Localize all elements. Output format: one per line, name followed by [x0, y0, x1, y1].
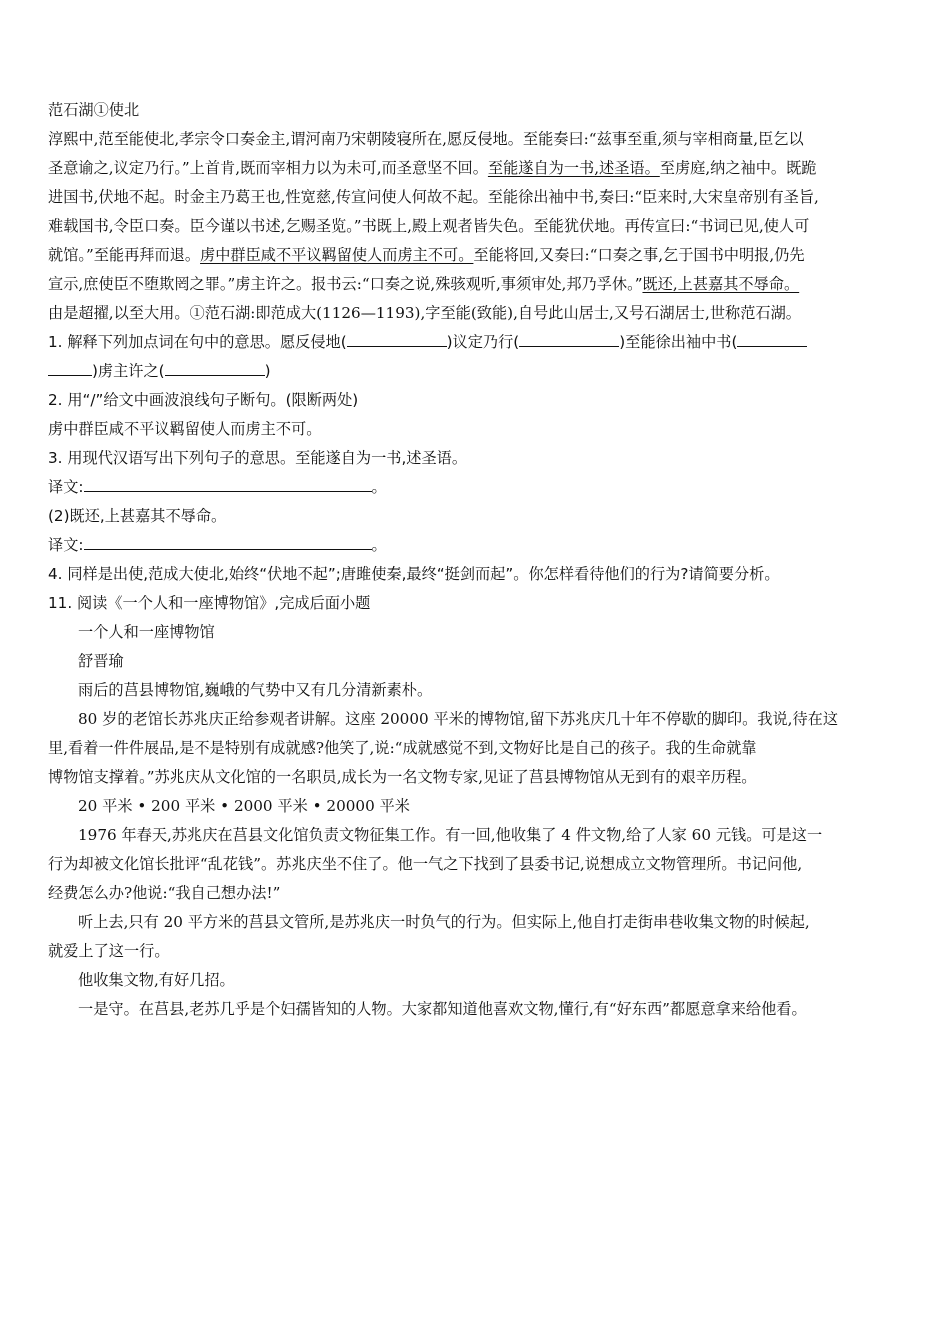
translation-line: 译文: 。 [48, 473, 914, 502]
passage-line: 圣意谕之,议定乃行。”上首肯,既而宰相力以为未可,而圣意坚不回。至能遂自为一书,述圣语。至虏庭,纳之袖中。既跪 [48, 159, 817, 177]
article-subheading: 20 平米 • 200 平米 • 2000 平米 • 20000 平米 [78, 797, 410, 815]
article-paragraph: 80 岁的老馆长苏兆庆正给参观者讲解。这座 20000 平米的博物馆,留下苏兆庆几十年不停歇的脚印。我说,待在这 [78, 710, 839, 728]
article-paragraph: 就爱上了这一行。 [48, 942, 170, 960]
article-paragraph: 经费怎么办?他说:“我自己想办法!” [48, 884, 281, 902]
passage-title: 范石湖①使北 [48, 101, 140, 119]
question-2: 2. 用“/”给文中画波浪线句子断句。(限断两处) [48, 391, 359, 409]
underlined-sentence: 既还,上甚嘉其不辱命。 [642, 275, 800, 293]
article-paragraph: 行为却被文化馆长批评“乱花钱”。苏兆庆坐不住了。他一气之下找到了县委书记,说想成立文物管理所。书记问他, [48, 855, 803, 873]
article-paragraph: 他收集文物,有好几招。 [78, 971, 235, 989]
article-paragraph: 听上去,只有 20 平方米的莒县文管所,是苏兆庆一时负气的行为。但实际上,他自打走街串巷收集文物的时候起, [78, 913, 810, 931]
article-author: 舒晋瑜 [78, 652, 124, 670]
document-page [48, 96, 914, 1024]
passage-line: 宣示,庶使臣不堕欺罔之罪。”虏主许之。报书云:“口奏之说,殊骇观听,事须审处,邦乃孚休。”既还,上甚嘉其不辱命。 [48, 275, 800, 293]
article-paragraph: 博物馆支撑着。”苏兆庆从文化馆的一名职员,成长为一名文物专家,见证了莒县博物馆从无到有的艰辛历程。 [48, 768, 757, 786]
article-paragraph: 1976 年春天,苏兆庆在莒县文化馆负责文物征集工作。有一回,他收集了 4 件文物,给了人家 60 元钱。可是这一 [78, 826, 823, 844]
translation-blank[interactable] [84, 474, 372, 492]
answer-blank[interactable] [165, 358, 265, 376]
passage-line: 进国书,伏地不起。时金主乃葛王也,性宽慈,传宣问使人何故不起。至能徐出袖中书,奏曰:“臣来时,大宋皇帝别有圣旨, [48, 188, 819, 206]
answer-blank[interactable] [48, 358, 92, 376]
article-title: 一个人和一座博物馆 [78, 623, 215, 641]
translation-blank[interactable] [84, 532, 372, 550]
answer-blank[interactable] [737, 329, 807, 347]
footnote-line: 由是超擢,以至大用。①范石湖:即范成大(1126—1193),字至能(致能),自号此山居士,又号石湖居士,世称范石湖。 [48, 304, 801, 322]
section-11-header: 11. 阅读《一个人和一座博物馆》,完成后面小题 [48, 594, 371, 612]
answer-blank[interactable] [519, 329, 619, 347]
translation-line: 译文: 。 [48, 531, 914, 560]
answer-blank[interactable] [347, 329, 447, 347]
question-2-text: 虏中群臣咸不平议羁留使人而虏主不可。 [48, 420, 322, 438]
article-paragraph: 一是守。在莒县,老苏几乎是个妇孺皆知的人物。大家都知道他喜欢文物,懂行,有“好东西”都愿意拿来给他看。 [78, 1000, 807, 1018]
question-3: 3. 用现代汉语写出下列句子的意思。至能遂自为一书,述圣语。 [48, 449, 468, 467]
article-paragraph: 里,看着一件件展品,是不是特别有成就感?他笑了,说:“成就感觉不到,文物好比是自己的孩子。我的生命就靠 [48, 739, 757, 757]
wavy-line-sentence: 虏中群臣咸不平议羁留使人而虏主不可。 [200, 246, 474, 264]
question-1: 1. 解释下列加点词在句中的意思。愿反侵地( )议定乃行( )至能徐出袖中书( [48, 328, 914, 357]
question-1-cont: )虏主许之( ) [48, 357, 914, 386]
passage-line: 难载国书,令臣口奏。臣今谨以书述,乞赐圣览。”书既上,殿上观者皆失色。至能犹伏地。再传宣曰:“书词已见,使人可 [48, 217, 810, 235]
article-paragraph: 雨后的莒县博物馆,巍峨的气势中又有几分清新素朴。 [78, 681, 433, 699]
underlined-sentence: 至能遂自为一书,述圣语。 [487, 159, 660, 177]
passage-line: 就馆。”至能再拜而退。虏中群臣咸不平议羁留使人而虏主不可。至能将回,又奏曰:“口奏之事,乞于国书中明报,仍先 [48, 246, 805, 264]
question-3-part-2: (2)既还,上甚嘉其不辱命。 [48, 507, 227, 525]
question-4: 4. 同样是出使,范成大使北,始终“伏地不起”;唐雎使秦,最终“挺剑而起”。你怎样看待他们的行为?请简要分析。 [48, 565, 780, 583]
passage-line: 淳熙中,范至能使北,孝宗令口奏金主,谓河南乃宋朝陵寝所在,愿反侵地。至能奏曰:“兹事至重,须与宰相商量,臣乞以 [48, 130, 804, 148]
